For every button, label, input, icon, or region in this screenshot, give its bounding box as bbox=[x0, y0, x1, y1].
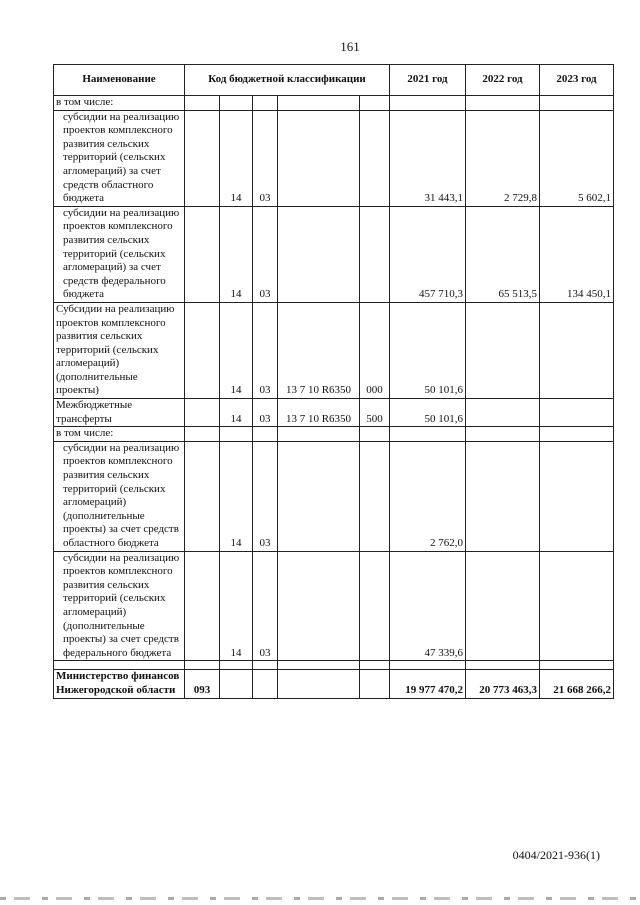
amount-cell-2021: 457 710,3 bbox=[390, 206, 466, 302]
amount-cell-2021 bbox=[390, 427, 466, 442]
amount-cell-2021 bbox=[390, 96, 466, 111]
code-cell-c3: 03 bbox=[253, 206, 278, 302]
code-cell-c1 bbox=[185, 427, 220, 442]
amount-cell-2022 bbox=[466, 302, 540, 398]
table-row bbox=[54, 206, 614, 302]
row-name-cell: Межбюджетные трансферты bbox=[54, 399, 185, 427]
row-name-cell: в том числе: bbox=[54, 96, 185, 111]
code-cell-c2: 14 bbox=[220, 441, 253, 551]
code-cell-c3 bbox=[253, 661, 278, 670]
header-2022: 2022 год bbox=[466, 65, 540, 96]
amount-cell-2021: 47 339,6 bbox=[390, 551, 466, 661]
row-name-cell: субсидии на реализацию проектов комплексного развития сельских территорий (сельских агломераций) за счет средств областного бюджета bbox=[54, 110, 185, 206]
code-cell-c2 bbox=[220, 427, 253, 442]
table-row bbox=[54, 661, 614, 670]
code-cell-c1: 093 bbox=[185, 670, 220, 698]
code-cell-c2 bbox=[220, 661, 253, 670]
code-cell-c4 bbox=[278, 110, 360, 206]
amount-cell-2022: 65 513,5 bbox=[466, 206, 540, 302]
row-name-cell: субсидии на реализацию проектов комплексного развития сельских территорий (сельских агломераций) (дополнительные проекты) за счет средств федерального бюджета bbox=[54, 551, 185, 661]
table-row bbox=[54, 96, 614, 111]
code-cell-c3 bbox=[253, 96, 278, 111]
code-cell-c2 bbox=[220, 96, 253, 111]
amount-cell-2022 bbox=[466, 441, 540, 551]
code-cell-c5 bbox=[360, 670, 390, 698]
header-name: Наименование bbox=[54, 65, 185, 96]
row-name-cell: субсидии на реализацию проектов комплексного развития сельских территорий (сельских агломераций) (дополнительные проекты) за счет средств областного бюджета bbox=[54, 441, 185, 551]
table-body bbox=[54, 96, 614, 699]
amount-cell-2022 bbox=[466, 551, 540, 661]
amount-cell-2023 bbox=[540, 551, 614, 661]
code-cell-c4 bbox=[278, 206, 360, 302]
amount-cell-2023: 134 450,1 bbox=[540, 206, 614, 302]
amount-cell-2023 bbox=[540, 302, 614, 398]
amount-cell-2023: 21 668 266,2 bbox=[540, 670, 614, 698]
budget-table bbox=[53, 64, 614, 699]
table-header-row bbox=[54, 65, 614, 96]
code-cell-c5 bbox=[360, 427, 390, 442]
code-cell-c1 bbox=[185, 96, 220, 111]
code-cell-c5 bbox=[360, 551, 390, 661]
table-row bbox=[54, 427, 614, 442]
code-cell-c4 bbox=[278, 661, 360, 670]
row-name-cell: Субсидии на реализацию проектов комплексного развития сельских территорий (сельских агломераций) (дополнительные проекты) bbox=[54, 302, 185, 398]
code-cell-c4: 13 7 10 R6350 bbox=[278, 302, 360, 398]
amount-cell-2022 bbox=[466, 661, 540, 670]
scan-edge-artifact bbox=[0, 897, 640, 900]
code-cell-c2: 14 bbox=[220, 206, 253, 302]
code-cell-c1 bbox=[185, 661, 220, 670]
code-cell-c3 bbox=[253, 427, 278, 442]
code-cell-c1 bbox=[185, 399, 220, 427]
amount-cell-2022: 20 773 463,3 bbox=[466, 670, 540, 698]
code-cell-c3: 03 bbox=[253, 551, 278, 661]
header-code: Код бюджетной классификации bbox=[185, 65, 390, 96]
code-cell-c3: 03 bbox=[253, 110, 278, 206]
header-2021: 2021 год bbox=[390, 65, 466, 96]
code-cell-c4 bbox=[278, 551, 360, 661]
amount-cell-2021: 50 101,6 bbox=[390, 302, 466, 398]
code-cell-c4: 13 7 10 R6350 bbox=[278, 399, 360, 427]
code-cell-c2: 14 bbox=[220, 551, 253, 661]
amount-cell-2021: 2 762,0 bbox=[390, 441, 466, 551]
amount-cell-2023 bbox=[540, 661, 614, 670]
amount-cell-2021: 50 101,6 bbox=[390, 399, 466, 427]
amount-cell-2023 bbox=[540, 399, 614, 427]
code-cell-c4 bbox=[278, 427, 360, 442]
amount-cell-2023 bbox=[540, 96, 614, 111]
table-row bbox=[54, 399, 614, 427]
table-row bbox=[54, 551, 614, 661]
code-cell-c1 bbox=[185, 551, 220, 661]
amount-cell-2023 bbox=[540, 427, 614, 442]
row-name-cell: субсидии на реализацию проектов комплексного развития сельских территорий (сельских агломераций) за счет средств федерального бюджета bbox=[54, 206, 185, 302]
code-cell-c5: 000 bbox=[360, 302, 390, 398]
code-cell-c4 bbox=[278, 441, 360, 551]
table-row bbox=[54, 110, 614, 206]
code-cell-c2: 14 bbox=[220, 399, 253, 427]
table-row bbox=[54, 670, 614, 698]
code-cell-c5 bbox=[360, 96, 390, 111]
row-name-cell bbox=[54, 661, 185, 670]
amount-cell-2022: 2 729,8 bbox=[466, 110, 540, 206]
code-cell-c1 bbox=[185, 441, 220, 551]
amount-cell-2022 bbox=[466, 96, 540, 111]
amount-cell-2023: 5 602,1 bbox=[540, 110, 614, 206]
header-2023: 2023 год bbox=[540, 65, 614, 96]
amount-cell-2022 bbox=[466, 427, 540, 442]
amount-cell-2021: 19 977 470,2 bbox=[390, 670, 466, 698]
document-code: 0404/2021-936(1) bbox=[512, 848, 600, 862]
code-cell-c5 bbox=[360, 441, 390, 551]
code-cell-c3 bbox=[253, 670, 278, 698]
amount-cell-2022 bbox=[466, 399, 540, 427]
code-cell-c2: 14 bbox=[220, 110, 253, 206]
amount-cell-2021: 31 443,1 bbox=[390, 110, 466, 206]
code-cell-c3: 03 bbox=[253, 399, 278, 427]
code-cell-c1 bbox=[185, 110, 220, 206]
code-cell-c5 bbox=[360, 110, 390, 206]
page-number: 161 bbox=[340, 39, 360, 54]
code-cell-c3: 03 bbox=[253, 302, 278, 398]
code-cell-c4 bbox=[278, 670, 360, 698]
code-cell-c4 bbox=[278, 96, 360, 111]
code-cell-c3: 03 bbox=[253, 441, 278, 551]
code-cell-c1 bbox=[185, 302, 220, 398]
table-row bbox=[54, 441, 614, 551]
amount-cell-2023 bbox=[540, 441, 614, 551]
table-row bbox=[54, 302, 614, 398]
row-name-cell: Министерство финансов Нижегородской области bbox=[54, 670, 185, 698]
amount-cell-2021 bbox=[390, 661, 466, 670]
row-name-cell: в том числе: bbox=[54, 427, 185, 442]
code-cell-c2: 14 bbox=[220, 302, 253, 398]
code-cell-c1 bbox=[185, 206, 220, 302]
code-cell-c2 bbox=[220, 670, 253, 698]
code-cell-c5: 500 bbox=[360, 399, 390, 427]
code-cell-c5 bbox=[360, 206, 390, 302]
code-cell-c5 bbox=[360, 661, 390, 670]
